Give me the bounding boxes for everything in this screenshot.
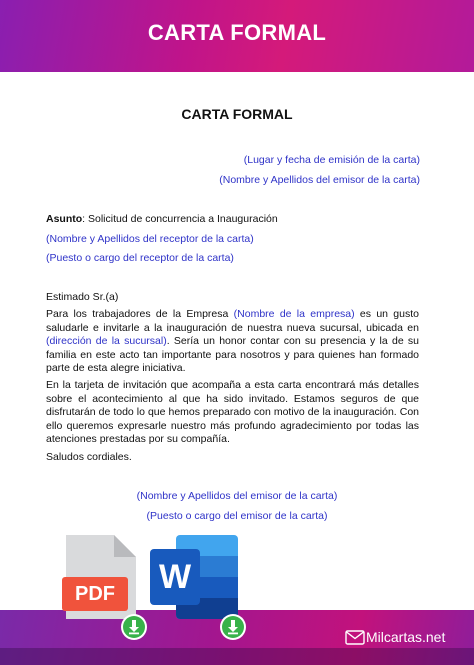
subject-label: Asunto bbox=[46, 213, 83, 225]
paragraph-1 bbox=[46, 308, 419, 376]
p1-text-a: Para los trabajadores de la Empresa bbox=[46, 308, 234, 320]
word-download-button[interactable] bbox=[150, 533, 245, 628]
pdf-download-button[interactable] bbox=[62, 533, 142, 628]
pdf-download-icon bbox=[123, 616, 145, 638]
subject-text: : Solicitud de concurrencia a Inauguración bbox=[82, 213, 278, 225]
branch-address-placeholder: (dirección de la sucursal) bbox=[46, 335, 167, 348]
recipient-name-placeholder: (Nombre y Apellidos del receptor de la carta) bbox=[46, 233, 254, 245]
place-date-placeholder: (Lugar y fecha de emisión de la carta) bbox=[243, 154, 420, 166]
paragraph-2: En la tarjeta de invitación que acompaña a esta carta encontrará más detalles sobre el acontecimiento al que ha sido invitado. Estamos seguros de que disfrutarán de todo lo que hemos preparado con motivo de la inauguración. Con ello queremos expresarle nuestro más profundo agradecimiento por todas las atenciones prestadas por su compañía. bbox=[46, 379, 419, 446]
subject-line bbox=[46, 213, 278, 227]
banner-title: CARTA FORMAL bbox=[147, 20, 327, 45]
p1-text-b: es un gusto saludarle e invitarle a la inauguración de nuestra nueva sucursal, ubicada en bbox=[46, 308, 419, 334]
brand-name[interactable]: Milcartas.net bbox=[366, 629, 446, 645]
greeting: Estimado Sr.(a) bbox=[46, 291, 119, 303]
closing: Saludos cordiales. bbox=[46, 451, 132, 463]
word-label: W bbox=[158, 558, 192, 596]
sender-name-top-placeholder: (Nombre y Apellidos del emisor de la carta) bbox=[219, 174, 420, 186]
pdf-label: PDF bbox=[75, 583, 115, 605]
company-name-placeholder: (Nombre de la empresa) bbox=[233, 308, 355, 320]
envelope-icon bbox=[345, 628, 365, 646]
recipient-position-placeholder: (Puesto o cargo del receptor de la carta) bbox=[46, 252, 234, 264]
word-download-icon bbox=[222, 616, 244, 638]
header-banner bbox=[0, 0, 474, 72]
sender-position-bottom-placeholder: (Puesto o cargo del emisor de la carta) bbox=[146, 510, 328, 522]
document-title: CARTA FORMAL bbox=[181, 106, 293, 122]
p1-text-c: . Sería un honor contar con su presencia y la de su familia en este acto tan importante para nosotros y para quienes han formado parte de esta alegre iniciativa. bbox=[46, 335, 419, 375]
sender-name-bottom-placeholder: (Nombre y Apellidos del emisor de la carta) bbox=[136, 490, 338, 502]
pdf-file-icon bbox=[62, 533, 142, 628]
footer-shade bbox=[0, 648, 474, 665]
